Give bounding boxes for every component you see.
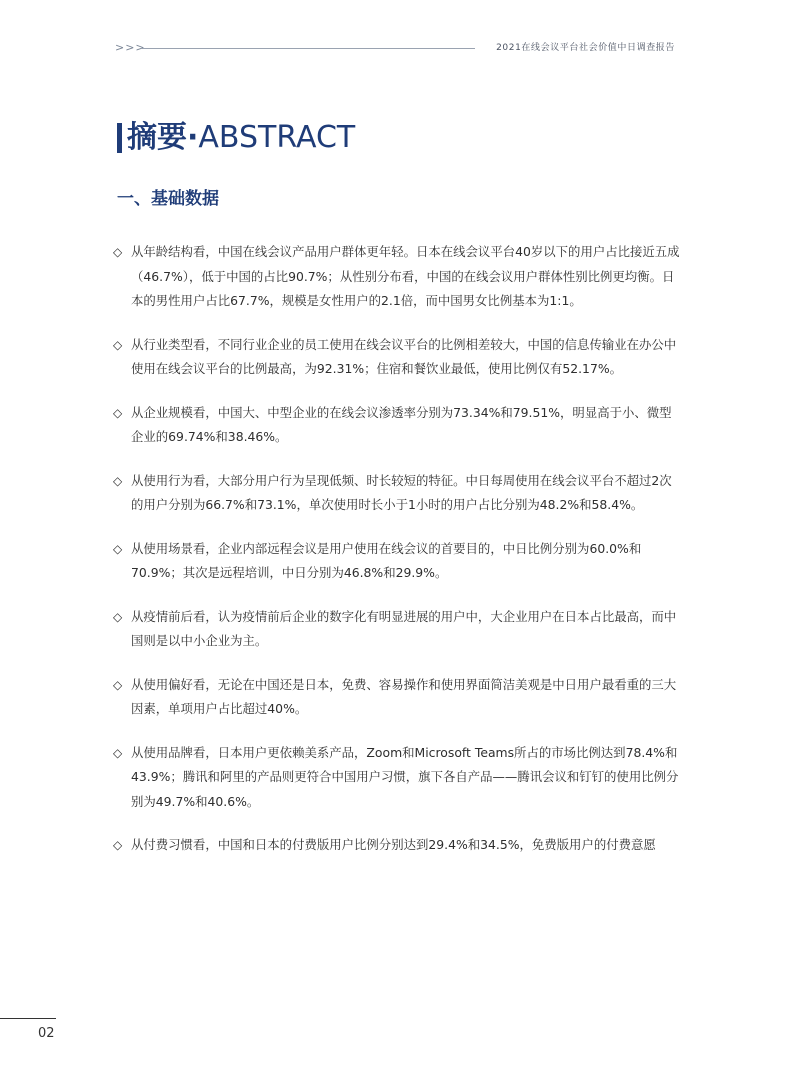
list-item xyxy=(113,469,683,518)
diamond-bullet-icon: ◇ xyxy=(113,838,123,852)
footer-divider xyxy=(0,1018,56,1019)
diamond-bullet-icon: ◇ xyxy=(113,541,123,556)
list-item xyxy=(113,673,683,722)
section-heading: 一、基础数据 xyxy=(117,189,219,209)
diamond-bullet-icon: ◇ xyxy=(113,245,123,259)
list-item xyxy=(113,333,683,382)
list-item xyxy=(113,537,683,586)
chevron-right-icon: >>> xyxy=(115,41,146,54)
page-header xyxy=(115,40,675,56)
page-number: 02 xyxy=(38,1026,55,1041)
list-item xyxy=(113,605,683,654)
title-en: ABSTRACT xyxy=(198,120,356,155)
diamond-bullet-icon: ◇ xyxy=(113,745,123,760)
bullet-list xyxy=(113,240,683,877)
report-title: 2021在线会议平台社会价值中日调查报告 xyxy=(496,43,675,53)
diamond-bullet-icon: ◇ xyxy=(113,677,123,692)
diamond-bullet-icon: ◇ xyxy=(113,337,123,352)
list-item-text: 从疫情前后看，认为疫情前后企业的数字化有明显进展的用户中，大企业用户在日本占比最高，而中国则是以中小企业为主。 xyxy=(131,608,677,648)
diamond-bullet-icon: ◇ xyxy=(113,405,123,420)
list-item xyxy=(113,741,683,815)
list-item xyxy=(113,833,683,858)
title-accent-bar xyxy=(117,123,122,153)
title-text xyxy=(127,120,355,156)
list-item xyxy=(113,401,683,450)
list-item-text: 从使用行为看，大部分用户行为呈现低频、时长较短的特征。中日每周使用在线会议平台不超过2次的用户分别为66.7%和73.1%，单次使用时长小于1小时的用户占比分别为48.2%和58.4%。 xyxy=(131,472,672,512)
list-item-text: 从使用场景看，企业内部远程会议是用户使用在线会议的首要目的，中日比例分别为60.0%和70.9%；其次是远程培训，中日分别为46.8%和29.9%。 xyxy=(131,540,642,580)
list-item xyxy=(113,240,683,314)
diamond-bullet-icon: ◇ xyxy=(113,473,123,488)
list-item-text: 从年龄结构看，中国在线会议产品用户群体更年轻。日本在线会议平台40岁以下的用户占比接近五成（46.7%），低于中国的占比90.7%；从性别分布看，中国的在线会议用户群体性别比例更均衡。日本的男性用户占比67.7%，规模是女性用户的2.1倍，而中国男女比例基本为1:1。 xyxy=(131,244,680,308)
diamond-bullet-icon: ◇ xyxy=(113,609,123,624)
list-item-text: 从行业类型看，不同行业企业的员工使用在线会议平台的比例相差较大，中国的信息传输业在办公中使用在线会议平台的比例最高，为92.31%；住宿和餐饮业最低，使用比例仅有52.17%。 xyxy=(131,336,677,376)
title-cn: 摘要· xyxy=(127,120,199,155)
header-divider xyxy=(141,48,475,49)
list-item-text: 从企业规模看，中国大、中型企业的在线会议渗透率分别为73.34%和79.51%，明显高于小、微型企业的69.74%和38.46%。 xyxy=(131,404,672,444)
list-item-text: 从使用偏好看，无论在中国还是日本，免费、容易操作和使用界面简洁美观是中日用户最看重的三大因素，单项用户占比超过40%。 xyxy=(131,676,677,716)
list-item-text: 从使用品牌看，日本用户更依赖美系产品，Zoom和Microsoft Teams所占的市场比例达到78.4%和43.9%；腾讯和阿里的产品则更符合中国用户习惯，旗下各自产品——腾讯会议和钉钉的使用比例分别为49.7%和40.6%。 xyxy=(131,744,679,809)
list-item-text: 从付费习惯看，中国和日本的付费版用户比例分别达到29.4%和34.5%，免费版用户的付费意愿 xyxy=(131,837,656,852)
